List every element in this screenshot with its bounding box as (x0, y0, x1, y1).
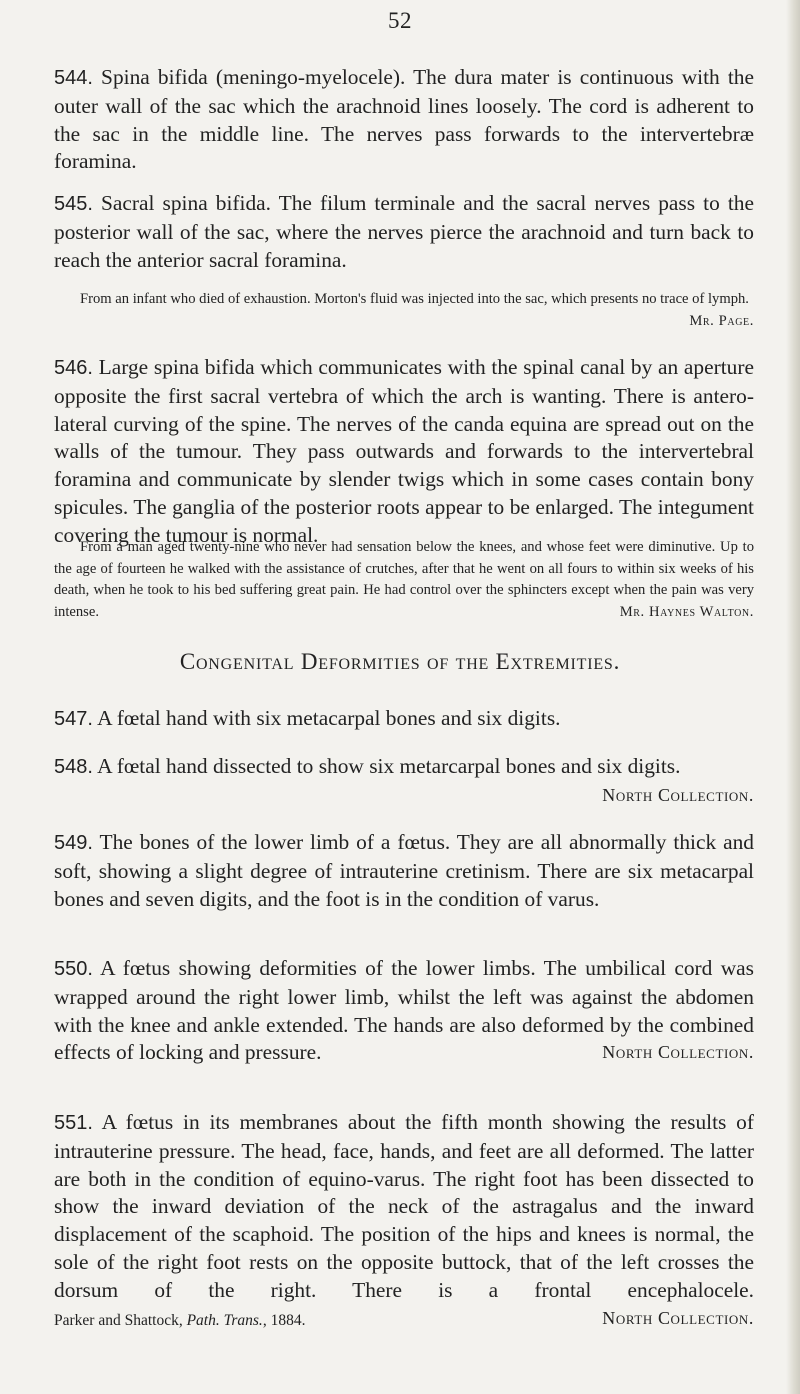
page-number: 52 (388, 8, 412, 33)
collection-attribution: North Collection. (602, 1307, 754, 1328)
entry-text: A fœtus showing deformities of the lower limbs. The umbilical cord was wrapped around the right lower limb, whilst the left was against the abdomen with the knee and ankle extended. The hands are also deformed by the combined effects of locking and pressure. (54, 956, 754, 1065)
entry-note-546 (54, 537, 754, 623)
citation-journal: Path. Trans. (186, 1311, 263, 1329)
entry-number: 544. (54, 67, 93, 89)
entry-text: A fœtal hand dissected to show six metarcarpal bones and six digits. (97, 754, 681, 778)
page-edge-shadow (786, 0, 800, 1394)
catalogue-entry-545 (54, 190, 754, 274)
catalogue-entry-544 (54, 64, 754, 176)
entry-text: Sacral spina bifida. The filum terminale and the sacral nerves pass to the posterior wall of the sac, where the nerves pierce the arachnoid and turn back to reach the anterior sacral foramina. (54, 191, 754, 272)
catalogue-entry-546 (54, 354, 754, 550)
catalogue-entry-549 (54, 829, 754, 913)
catalogue-entry-550 (54, 955, 754, 1067)
entry-number: 549. (54, 832, 93, 854)
entry-note-545 (54, 289, 754, 332)
donor-attribution: Mr. Haynes Walton. (619, 603, 754, 620)
catalogue-entry-547 (54, 705, 754, 734)
entry-text: Spina bifida (meningo-myelocele). The dura mater is continuous with the outer wall of the sac which the arachnoid lines loosely. The cord is adherent to the sac in the middle line. The nerves pass forwards to the intervertebræ foramina. (54, 65, 754, 174)
entry-text: Large spina bifida which communicates with the spinal canal by an aperture opposite the first sacral vertebra of which the arch is wanting. There is antero-lateral curving of the spine. The nerves of the canda equina are spread out on the walls of the tumour. They pass outwards and forwards to the intervertebral foramina and communicate by slender twigs which in some cases contain bony spicules. The ganglia of the posterior roots appear to be enlarged. The integument covering the tumour is normal. (54, 355, 754, 547)
citation-year: , 1884. (262, 1311, 306, 1329)
entry-number: 545. (54, 193, 93, 215)
citation-authors: Parker and Shattock, (54, 1311, 187, 1329)
entry-text: The bones of the lower limb of a fœtus. They are all abnormally thick and soft, showing a slight degree of intrauterine cretinism. There are six metacarpal bones and seven digits, and the foot is in the condition of varus. (54, 830, 754, 911)
entry-number: 546. (54, 357, 93, 379)
entry-text: A fœtal hand with six metacarpal bones and six digits. (97, 706, 561, 730)
collection-attribution: North Collection. (602, 784, 754, 805)
entry-text: A fœtus in its membranes about the fifth month showing the results of intrauterine pressure. The head, face, hands, and feet are all deformed. The latter are both in the condition of equino-varus. The right foot has been dissected to show the inward deviation of the neck of the astragalus and the inward displacement of the scaphoid. The position of the hips and knees is normal, the sole of the right foot rests on the opposite buttock, that of the left crosses the dorsum of the right. There is a frontal encephalocele. (54, 1110, 754, 1302)
literature-citation (54, 1312, 305, 1329)
note-text: From a man aged twenty-nine who never had sensation below the knees, and whose feet were diminutive. Up to the age of fourteen he walked with the assistance of crutches, after that he went on all fours to within six weeks of his death, when he took to his bed suffering great pain. He had control over the sphincters except when the pain was very intense. (54, 539, 754, 620)
entry-number: 551. (54, 1112, 93, 1134)
entry-number: 548. (54, 756, 93, 778)
catalogue-entry-551 (54, 1109, 754, 1334)
donor-attribution: Mr. Page. (689, 312, 754, 329)
entry-number: 550. (54, 958, 93, 980)
note-text: From an infant who died of exhaustion. Morton's fluid was injected into the sac, which presents no trace of lymph. (80, 291, 749, 307)
collection-attribution: North Collection. (602, 1042, 754, 1063)
section-heading: Congenital Deformities of the Extremities. (179, 649, 621, 674)
entry-number: 547. (54, 708, 93, 730)
catalogue-entry-548 (54, 753, 754, 810)
